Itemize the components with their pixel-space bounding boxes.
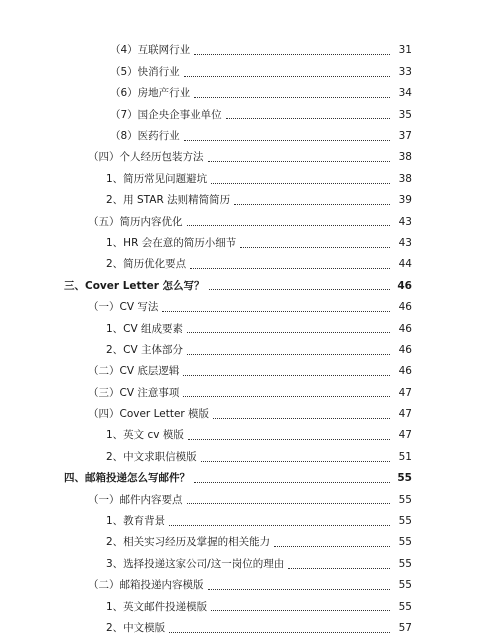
dot-leader (288, 568, 390, 569)
toc-entry-label: （五）简历内容优化 (88, 215, 183, 228)
dot-leader (184, 140, 390, 141)
dot-leader (184, 76, 390, 77)
toc-entry-page: 55 (398, 579, 412, 592)
toc-entry-page: 34 (398, 87, 412, 100)
toc-entry-label: （二）CV 底层逻辑 (88, 365, 180, 378)
toc-entry[interactable] (0, 511, 480, 532)
toc-entry-label: （二）邮箱投递内容模版 (88, 579, 204, 592)
toc-entry-label: 3、选择投递这家公司/这一岗位的理由 (106, 557, 285, 570)
toc-entry-label: （7）国企央企事业单位 (110, 108, 222, 121)
dot-leader (187, 225, 391, 226)
dot-leader (190, 268, 390, 269)
toc-entry-page: 47 (398, 408, 412, 421)
toc-entry[interactable] (0, 382, 480, 403)
toc-entry-page: 38 (398, 172, 412, 185)
toc-entry-label: （三）CV 注意事项 (88, 386, 180, 399)
toc-entry-label: 2、CV 主体部分 (106, 343, 184, 356)
dot-leader (169, 632, 390, 633)
toc-entry-page: 57 (398, 621, 412, 634)
toc-entry[interactable] (0, 553, 480, 574)
toc-entry[interactable] (0, 339, 480, 360)
toc-entry[interactable] (0, 489, 480, 510)
toc-entry-label: 1、英文 cv 模版 (106, 429, 184, 442)
toc-entry[interactable] (0, 425, 480, 446)
dot-leader (234, 204, 390, 205)
toc-entry-page: 55 (398, 493, 412, 506)
toc-entry-page: 55 (398, 557, 412, 570)
toc-entry[interactable] (0, 126, 480, 147)
dot-leader (211, 610, 390, 611)
toc-entry-page: 38 (398, 151, 412, 164)
toc-entry[interactable] (0, 83, 480, 104)
dot-leader (194, 97, 390, 98)
dot-leader (187, 354, 390, 355)
toc-entry-label: 四、邮箱投递怎么写邮件？ (64, 472, 190, 485)
toc-entry[interactable] (0, 404, 480, 425)
toc-entry[interactable] (0, 532, 480, 553)
toc-entry-label: 三、Cover Letter 怎么写？ (64, 279, 205, 292)
toc-entry-page: 44 (398, 258, 412, 271)
toc-entry-label: 2、简历优化要点 (106, 258, 187, 271)
toc-entry-page: 46 (397, 279, 412, 292)
dot-leader (188, 439, 390, 440)
dot-leader (201, 461, 390, 462)
toc-entry[interactable] (0, 104, 480, 125)
dot-leader (211, 183, 390, 184)
toc-entry-page: 33 (398, 65, 412, 78)
dot-leader (183, 375, 390, 376)
toc-entry-label: 1、简历常见问题避坑 (106, 172, 208, 185)
toc-entry-label: （四）个人经历包装方法 (88, 151, 204, 164)
toc-entry[interactable] (0, 168, 480, 189)
dot-leader (208, 161, 391, 162)
dot-leader (213, 418, 390, 419)
toc-entry-page: 55 (397, 472, 412, 485)
toc-entry-page: 47 (398, 386, 412, 399)
dot-leader (183, 396, 390, 397)
toc-entry-page: 46 (398, 343, 412, 356)
toc-entry-label: 1、英文邮件投递模版 (106, 600, 208, 613)
toc-entry-page: 46 (398, 365, 412, 378)
toc-entry-page: 37 (398, 130, 412, 142)
toc-entry[interactable] (0, 254, 480, 275)
toc-entry[interactable] (0, 596, 480, 617)
toc-entry-label: （四）Cover Letter 模版 (88, 408, 210, 421)
dot-leader (194, 54, 390, 55)
toc-entry[interactable] (0, 318, 480, 339)
toc-entry[interactable] (0, 361, 480, 382)
dot-leader (240, 247, 390, 248)
toc-entry[interactable] (0, 147, 480, 168)
dot-leader (187, 332, 390, 333)
toc-entry[interactable] (0, 233, 480, 254)
toc-entry-page: 35 (398, 108, 412, 121)
toc-entry-page: 51 (398, 450, 412, 463)
dot-leader (187, 503, 391, 504)
toc-entry-label: 2、中文求职信模版 (106, 450, 197, 463)
toc-entry-label: （6）房地产行业 (110, 87, 191, 100)
toc-entry-label: （一）CV 写法 (88, 301, 159, 314)
dot-leader (194, 482, 390, 483)
toc-entry[interactable] (0, 575, 480, 596)
toc-entry-label: 1、教育背景 (106, 515, 166, 528)
toc-entry[interactable] (0, 275, 480, 296)
toc-entry[interactable] (0, 190, 480, 211)
toc-entry-page: 43 (398, 236, 412, 249)
dot-leader (226, 118, 390, 119)
toc-entry[interactable] (0, 618, 480, 639)
toc-entry-page: 55 (398, 600, 412, 613)
toc-entry-page: 43 (398, 215, 412, 228)
toc-entry[interactable] (0, 40, 480, 61)
toc-entry-label: 2、中文模版 (106, 621, 166, 634)
toc-entry-label: 2、用 STAR 法则精简简历 (106, 194, 231, 207)
dot-leader (209, 289, 390, 290)
toc-entry[interactable] (0, 61, 480, 82)
toc-entry-label: （8）医药行业 (110, 130, 180, 142)
toc-entry-page: 46 (398, 301, 412, 314)
toc-entry[interactable] (0, 468, 480, 489)
toc-entry[interactable] (0, 211, 480, 232)
dot-leader (162, 311, 390, 312)
toc-entry-page: 55 (398, 536, 412, 549)
toc-entry-label: （4）互联网行业 (110, 44, 191, 57)
toc-entry-page: 39 (398, 194, 412, 207)
toc-entry-page: 55 (398, 515, 412, 528)
dot-leader (169, 525, 390, 526)
toc-entry[interactable] (0, 297, 480, 318)
toc-entry-page: 31 (398, 44, 412, 57)
toc-entry[interactable] (0, 446, 480, 467)
toc-entry-label: （5）快消行业 (110, 65, 180, 78)
toc-entry-label: 1、HR 会在意的简历小细节 (106, 236, 237, 249)
toc-entry-page: 46 (398, 322, 412, 335)
dot-leader (208, 589, 391, 590)
toc-entry-label: 2、相关实习经历及掌握的相关能力 (106, 536, 271, 549)
dot-leader (274, 546, 390, 547)
toc-entry-page: 47 (398, 429, 412, 442)
table-of-contents (0, 40, 480, 639)
toc-entry-label: （一）邮件内容要点 (88, 493, 183, 506)
toc-entry-label: 1、CV 组成要素 (106, 322, 184, 335)
